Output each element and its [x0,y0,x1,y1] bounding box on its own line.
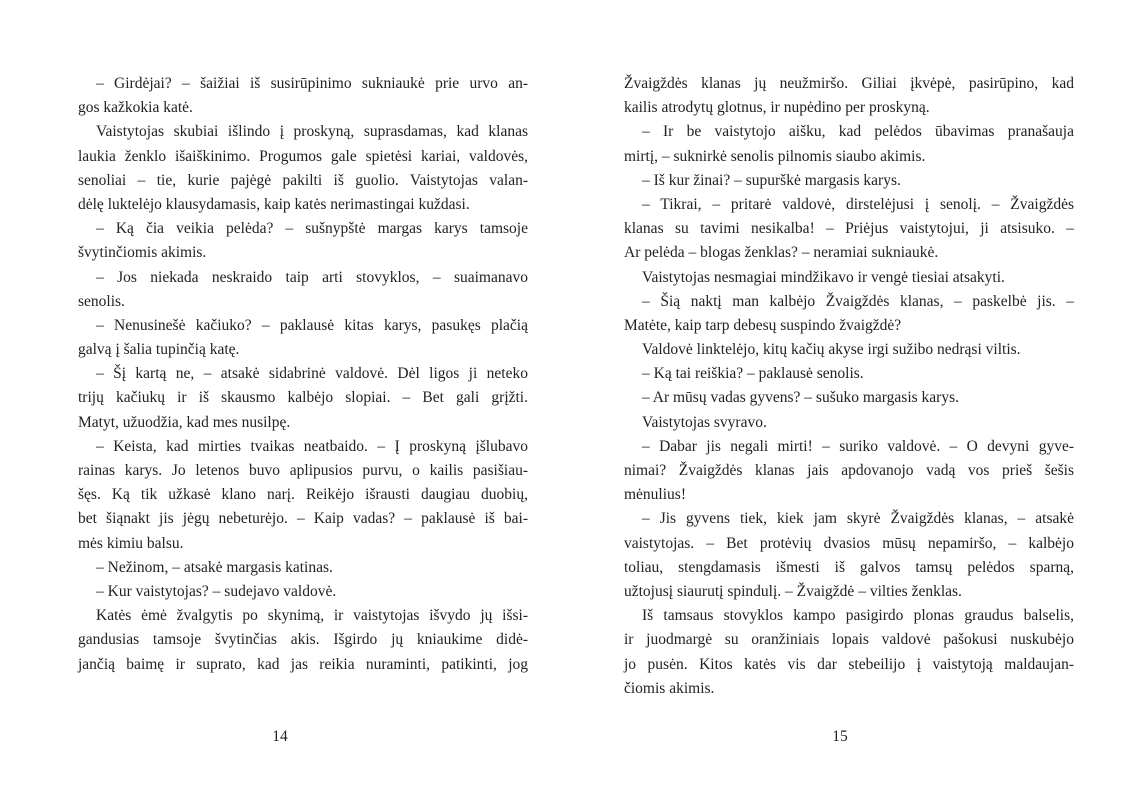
text-line: – Ką čia veikia pelėda? – sušnypštė margas karys tamsoje [96,220,528,238]
text-line: – Jis gyvens tiek, kiek jam skyrė Žvaigždės klanas, – atsakė [642,510,1074,528]
text-line: – Iš kur žinai? – supurškė margasis karys. [642,171,901,189]
text-line: kailis atrodytų glotnus, ir nupėdino per proskyną. [624,99,930,117]
text-line: – Keista, kad mirties tvaikas neatbaido. – Į proskyną įšlubavo [96,437,528,455]
text-line: Matyt, užuodžia, kad mes nusilpę. [78,413,291,431]
text-line: Iš tamsaus stovyklos kampo pasigirdo plonas graudus balselis, [642,607,1074,625]
text-line: jo pusėn. Kitos katės vis dar stebeilijo į vaistytoją maldaujan- [624,655,1074,673]
text-line: vaistytojas. – Bet protėvių dvasios mūsų nepamiršo, – kalbėjo [624,534,1074,552]
text-line: – Šį kartą ne, – atsakė sidabrinė valdovė. Dėl ligos ji neteko [96,365,528,383]
text-line: mės kimiu balsu. [78,534,184,552]
text-line: laukia ženklo išaiškinimo. Progumos gale spietėsi kariai, valdovės, [78,147,528,165]
text-line: jančią baimę ir suprato, kad jas reikia nuraminti, patikinti, jog [78,655,528,673]
text-line: – Tikrai, – pritarė valdovė, dirstelėjusi į senolį. – Žvaigždės [642,195,1074,213]
text-line: šęs. Ką tik užkasė klano narį. Reikėjo išrausti daugiau duobių, [78,486,528,504]
text-line: Vaistytojas skubiai išlindo į proskyną, suprasdamas, kad klanas [96,123,528,141]
text-line: – Jos niekada neskraido taip arti stovyklos, – suaimanavo [96,268,528,286]
text-line: rainas karys. Jo letenos buvo aplipusios purvu, o kailis pasišiau- [78,462,528,479]
text-line: senoliai – tie, kurie pajėgė pakilti iš guolio. Vaistytojas valan- [78,171,528,189]
text-line: gos kažkokia katė. [78,99,193,117]
left-page-number: 14 [272,728,288,745]
text-line: mėnulius! [624,486,686,504]
text-line: – Nenusinešė kačiuko? – paklausė kitas karys, pasukęs plačią [96,316,528,334]
left-page-text [78,72,528,677]
text-line: senolis. [78,292,125,310]
right-page-text [624,72,1074,701]
text-line: mirtį, – suknirkė senolis pilnomis siaubo akimis. [624,147,926,165]
text-line: – Dabar jis negali mirti! – suriko valdovė. – O devyni gyve- [642,437,1074,455]
text-line: – Šią naktį man kalbėjo Žvaigždės klanas, – paskelbė jis. – [642,292,1074,310]
text-line: gandusias tamsoje švytinčias akis. Išgirdo jų kniaukime didė- [78,631,528,649]
text-line: – Kur vaistytojas? – sudejavo valdovė. [96,582,337,600]
text-line: – Girdėjai? – šaižiai iš susirūpinimo sukniaukė prie urvo an- [96,75,528,92]
right-page-number: 15 [832,728,848,745]
text-line: švytinčiomis akimis. [78,244,207,262]
text-line: klanas su tavimi nesikalba! – Priėjus vaistytojui, ji atsisuko. – [624,220,1074,238]
text-line: užtojusį siaurutį spindulį. – Žvaigždė – vilties ženklas. [624,582,962,600]
text-line: Katės ėmė žvalgytis po skynimą, ir vaistytojas išvydo jų išsi- [96,607,528,625]
text-line: dėlę luktelėjo klausydamasis, kaip katės nerimastingai kuždasi. [78,195,470,213]
text-line: trijų kačiukų ir iš skausmo kalbėjo slopiai. – Bet gali grįžti. [78,389,528,407]
text-line: – Ar mūsų vadas gyvens? – sušuko margasis karys. [642,389,960,407]
text-line: bet šiąnakt jis jėgų nebeturėjo. – Kaip vadas? – paklausė iš bai- [78,510,528,528]
text-line: Valdovė linktelėjo, kitų kačių akyse irgi sužibo nedrąsi viltis. [642,341,1021,359]
text-line: Vaistytojas svyravo. [642,413,767,431]
text-line: Ar pelėda – blogas ženklas? – neramiai sukniaukė. [624,244,939,262]
text-line: čiomis akimis. [624,679,715,697]
text-line: – Nežinom, – atsakė margasis katinas. [96,558,333,576]
text-line: Žvaigždės klanas jų neužmiršo. Giliai įkvėpė, pasirūpino, kad [624,75,1074,92]
text-line: nimai? Žvaigždės klanas jais apdovanojo vadą vos prieš šešis [624,462,1074,479]
text-line: galvą į šalia tupinčią katę. [78,341,240,359]
text-line: ir juodmargė su oranžiniais lopais valdovė pašokusi nuskubėjo [624,631,1074,649]
text-line: Vaistytojas nesmagiai mindžikavo ir vengė tiesiai atsakyti. [642,268,1005,286]
text-line: toliau, stengdamasis išmesti iš galvos tamsų pelėdos sparną, [624,558,1074,576]
text-line: – Ką tai reiškia? – paklausė senolis. [642,365,864,383]
text-line: Matėte, kaip tarp debesų suspindo žvaigždė? [624,316,902,334]
text-line: – Ir be vaistytojo aišku, kad pelėdos ūbavimas pranašauja [642,123,1074,141]
